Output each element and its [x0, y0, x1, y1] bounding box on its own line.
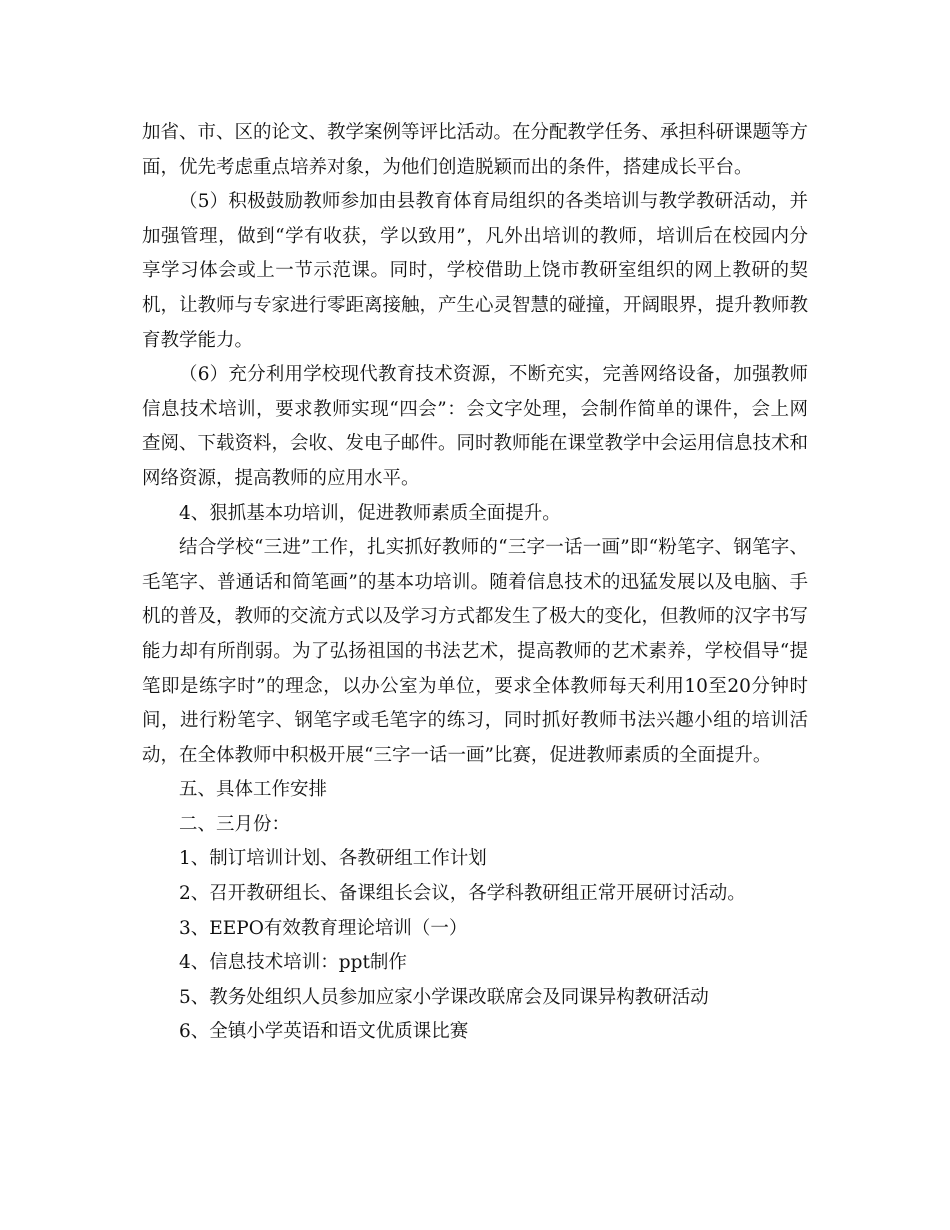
- paragraph-item-6: （6）充分利用学校现代教育技术资源，不断充实，完善网络设备，加强教师信息技术培训，要求教师实现“四会”：会文字处理，会制作简单的课件，会上网查阅、下载资料，会收、发电子邮件。同时教师能在课堂教学中会运用信息技术和网络资源，提高教师的应用水平。: [142, 364, 809, 489]
- paragraph-basic-skills: 结合学校“三进”工作，扎实抓好教师的“三字一话一画”即“粉笔字、钢笔字、毛笔字、普通话和简笔画”的基本功培训。随着信息技术的迅猛发展以及电脑、手机的普及，教师的交流方式以及学习方式都发生了极大的变化，但教师的汉字书写能力却有所削弱。为了弘扬祖国的书法艺术，提高教师的艺术素养，学校倡导“提笔即是练字时”的理念，以办公室为单位，要求全体教师每天利用10至20分钟时间，进行粉笔字、钢笔字或毛笔字的练习，同时抓好教师书法兴趣小组的培训活动，在全体教师中积极开展“三字一话一画”比赛，促进教师素质的全面提升。: [142, 537, 809, 766]
- month-heading: 二、三月份：: [179, 813, 291, 835]
- list-item: 6、全镇小学英语和语文优质课比赛: [179, 1021, 469, 1043]
- list-item: 1、制订培训计划、各教研组工作计划: [179, 848, 487, 870]
- list-item: 3、EEPO有效教育理论培训（一）: [179, 917, 468, 939]
- document-body: [142, 116, 808, 1050]
- section-heading-4: 4、狠抓基本功培训，促进教师素质全面提升。: [179, 502, 561, 524]
- section-heading-5: 五、具体工作安排: [179, 779, 328, 801]
- list-item: 4、信息技术培训：ppt制作: [179, 952, 407, 974]
- paragraph-continuation: 加省、市、区的论文、教学案例等评比活动。在分配教学任务、承担科研课题等方面，优先考虑重点培养对象，为他们创造脱颖而出的条件，搭建成长平台。: [142, 122, 809, 178]
- list-item: 5、教务处组织人员参加应家小学课改联席会及同课异构教研活动: [179, 986, 709, 1008]
- paragraph-item-5: （5）积极鼓励教师参加由县教育体育局组织的各类培训与教学教研活动，并加强管理，做到“学有收获，学以致用”，凡外出培训的教师，培训后在校园内分享学习体会或上一节示范课。同时，学校借助上饶市教研室组织的网上教研的契机，让教师与专家进行零距离接触，产生心灵智慧的碰撞，开阔眼界，提升教师教育教学能力。: [142, 191, 809, 351]
- list-item: 2、召开教研组长、备课组长会议，各学科教研组正常开展研讨活动。: [179, 883, 746, 905]
